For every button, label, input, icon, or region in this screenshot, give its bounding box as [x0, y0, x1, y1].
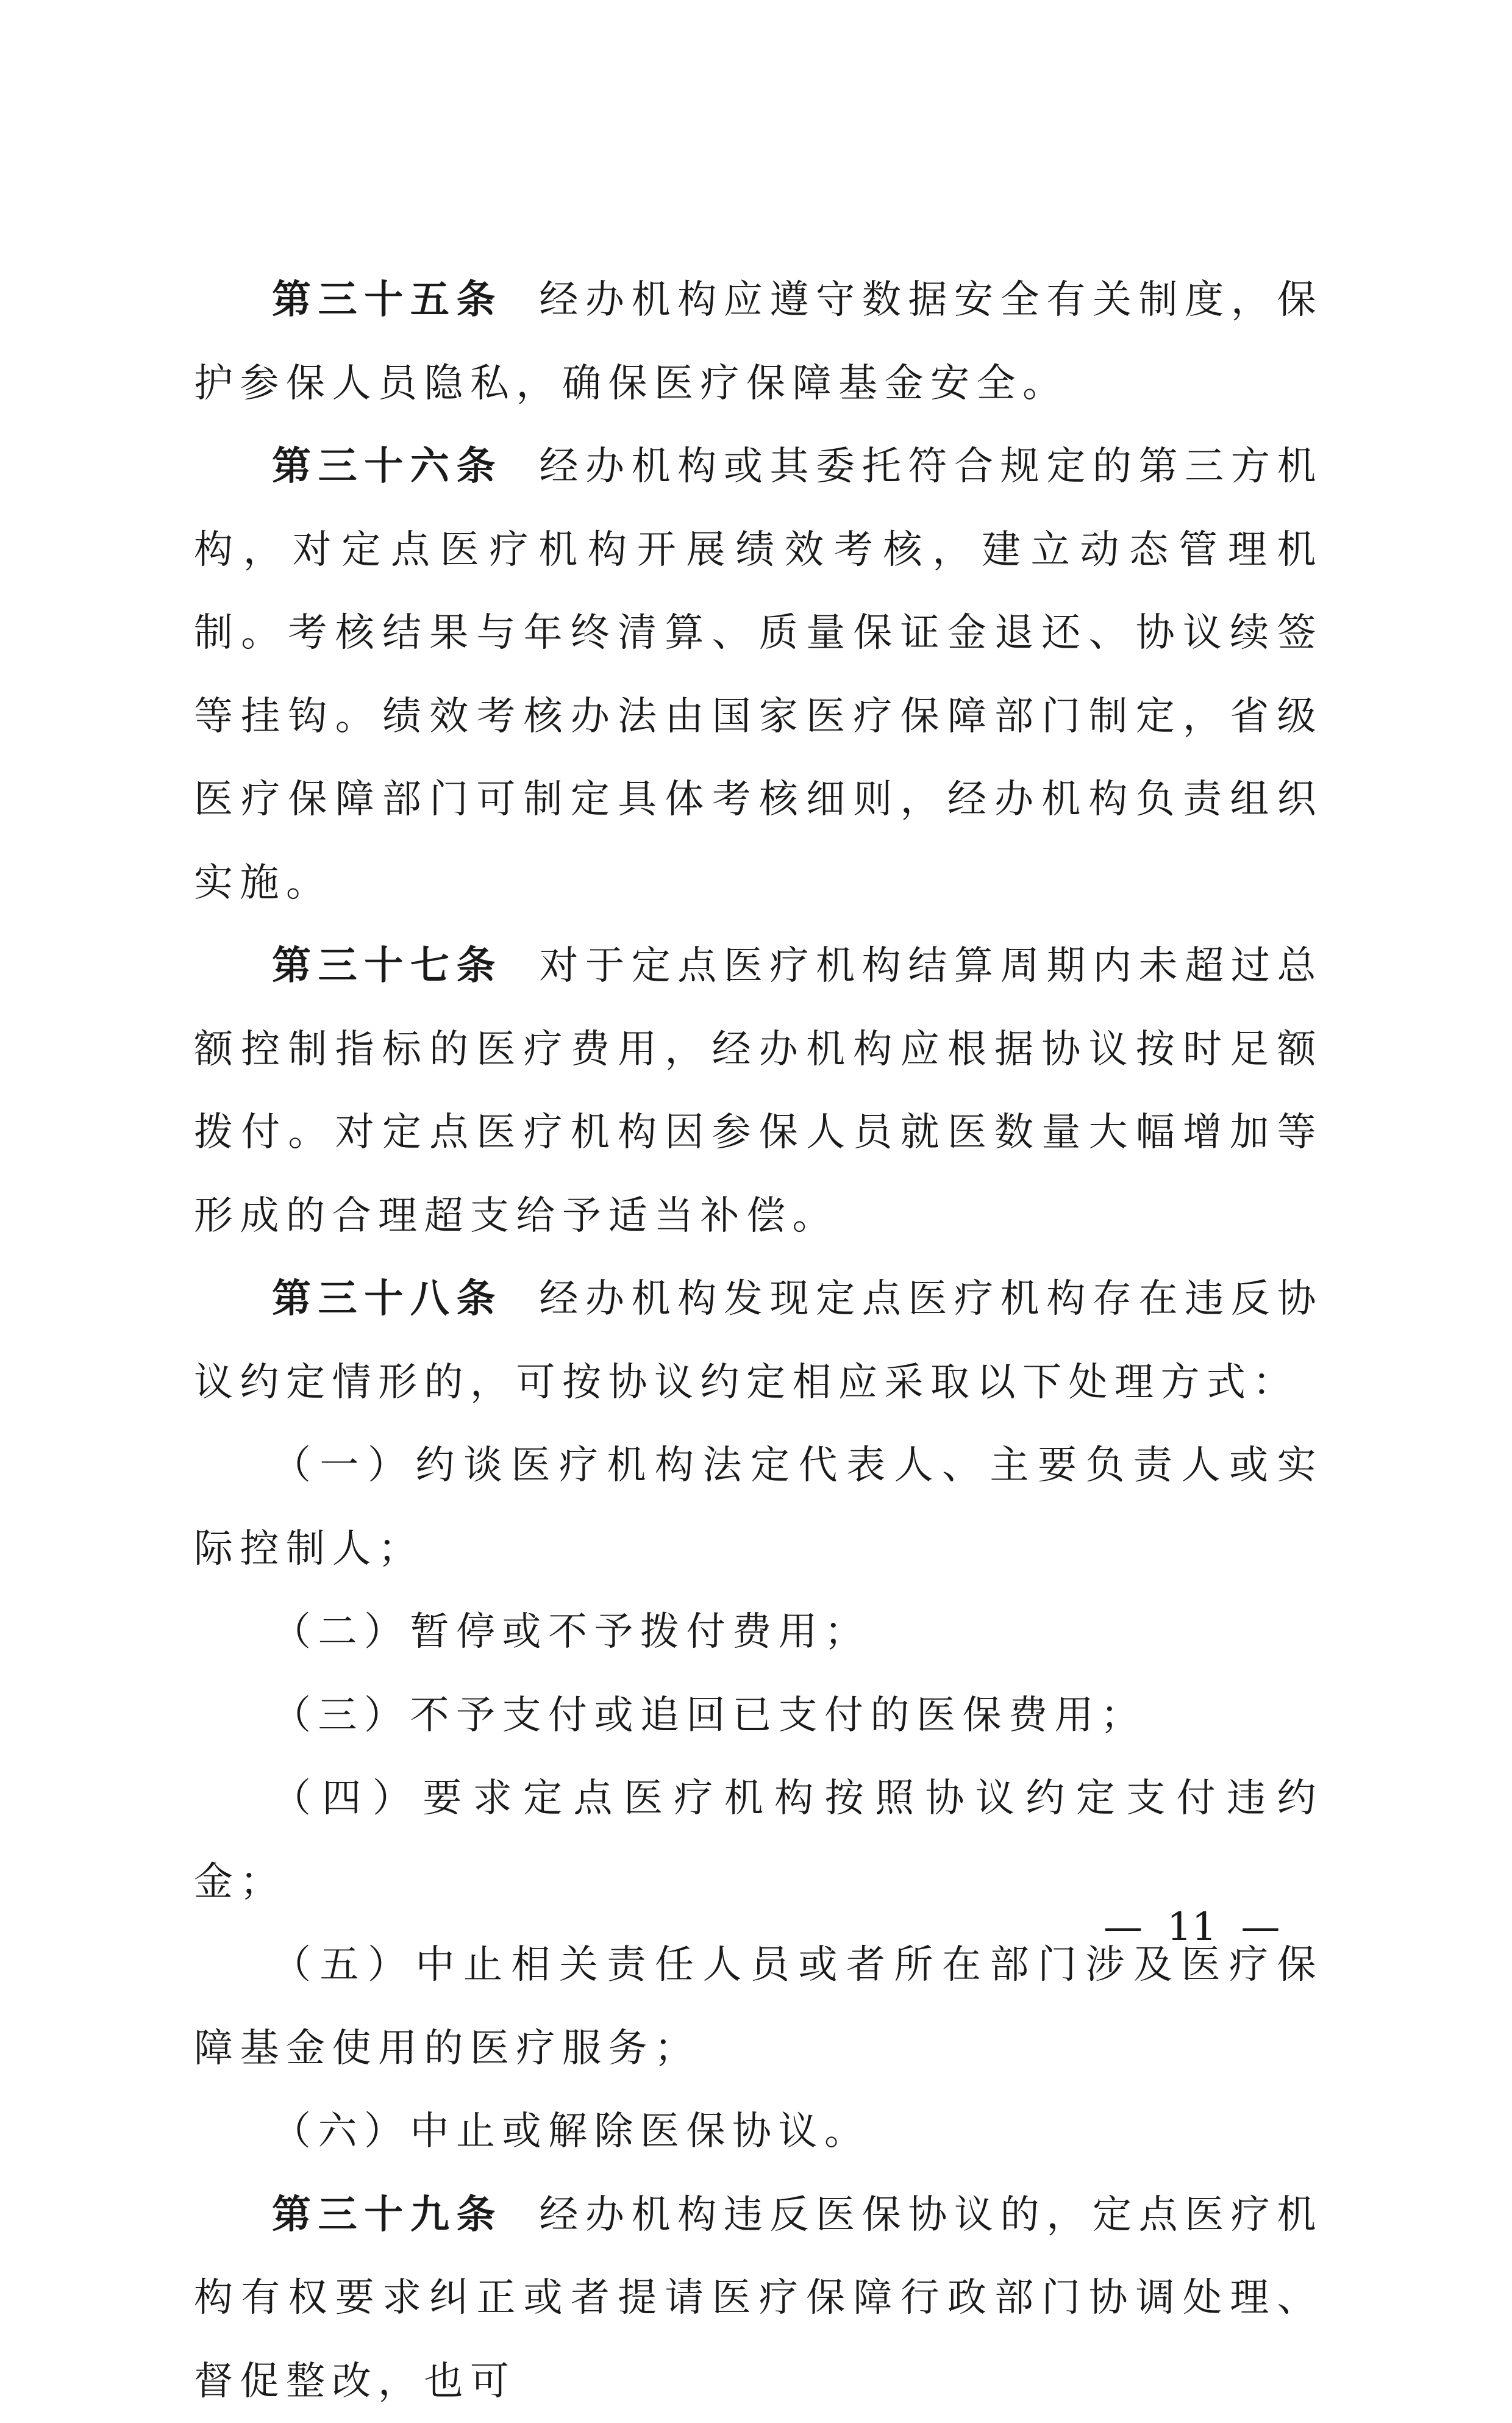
article-number: 第三十九条	[272, 2192, 502, 2238]
article-number: 第三十六条	[272, 444, 502, 489]
article-37	[194, 925, 1323, 1258]
list-item-text: （五）中止相关责任人员或者所在部门涉及医疗保障基金使用的医疗服务；	[194, 1942, 1323, 2071]
list-item-text: （三）不予支付或追回已支付的医保费用；	[272, 1693, 1147, 1738]
page-number-dash-left: —	[1104, 1905, 1143, 1950]
page-number	[1104, 1900, 1280, 1955]
article-text: 对于定点医疗机构结算周期内未超过总额控制指标的医疗费用，经办机构应根据协议按时足额拨付。对定点医疗机构因参保人员就医数量大幅增加等形成的合理超支给予适当补偿。	[194, 943, 1323, 1239]
article-number: 第三十八条	[272, 1276, 502, 1322]
article-38	[194, 1258, 1323, 1424]
article-text: 经办机构违反医保协议的，定点医疗机构有权要求纠正或者提请医疗保障行政部门协调处理、督促整改，也可	[194, 2192, 1323, 2404]
article-text: 经办机构或其委托符合规定的第三方机构，对定点医疗机构开展绩效考核，建立动态管理机制。考核结果与年终清算、质量保证金退还、协议续签等挂钩。绩效考核办法由国家医疗保障部门制定，省级医疗保障部门可制定具体考核细则，经办机构负责组织实施。	[194, 444, 1323, 906]
list-item-text: （二）暂停或不予拨付费用；	[272, 1609, 871, 1655]
list-item-3	[194, 1674, 1323, 1758]
list-item-2	[194, 1591, 1323, 1674]
article-39	[194, 2174, 1323, 2423]
article-number: 第三十七条	[272, 943, 502, 989]
list-item-text: （一）约谈医疗机构法定代表人、主要负责人或实际控制人；	[194, 1443, 1323, 1572]
list-item-text: （四）要求定点医疗机构按照协议约定支付违约金；	[194, 1776, 1323, 1905]
list-item-text: （六）中止或解除医保协议。	[272, 2109, 871, 2154]
article-36	[194, 425, 1323, 925]
page-number-value: 11	[1167, 1905, 1216, 1950]
article-35	[194, 259, 1323, 425]
article-text: 经办机构应遵守数据安全有关制度，保护参保人员隐私，确保医疗保障基金安全。	[194, 277, 1323, 406]
list-item-1	[194, 1424, 1323, 1591]
article-number: 第三十五条	[272, 277, 502, 323]
list-item-6	[194, 2090, 1323, 2174]
page-number-dash-right: —	[1241, 1905, 1280, 1950]
list-item-4	[194, 1757, 1323, 1924]
article-text: 经办机构发现定点医疗机构存在违反协议约定情形的，可按协议约定相应采取以下处理方式：	[194, 1276, 1323, 1405]
body-text	[194, 259, 1323, 2423]
